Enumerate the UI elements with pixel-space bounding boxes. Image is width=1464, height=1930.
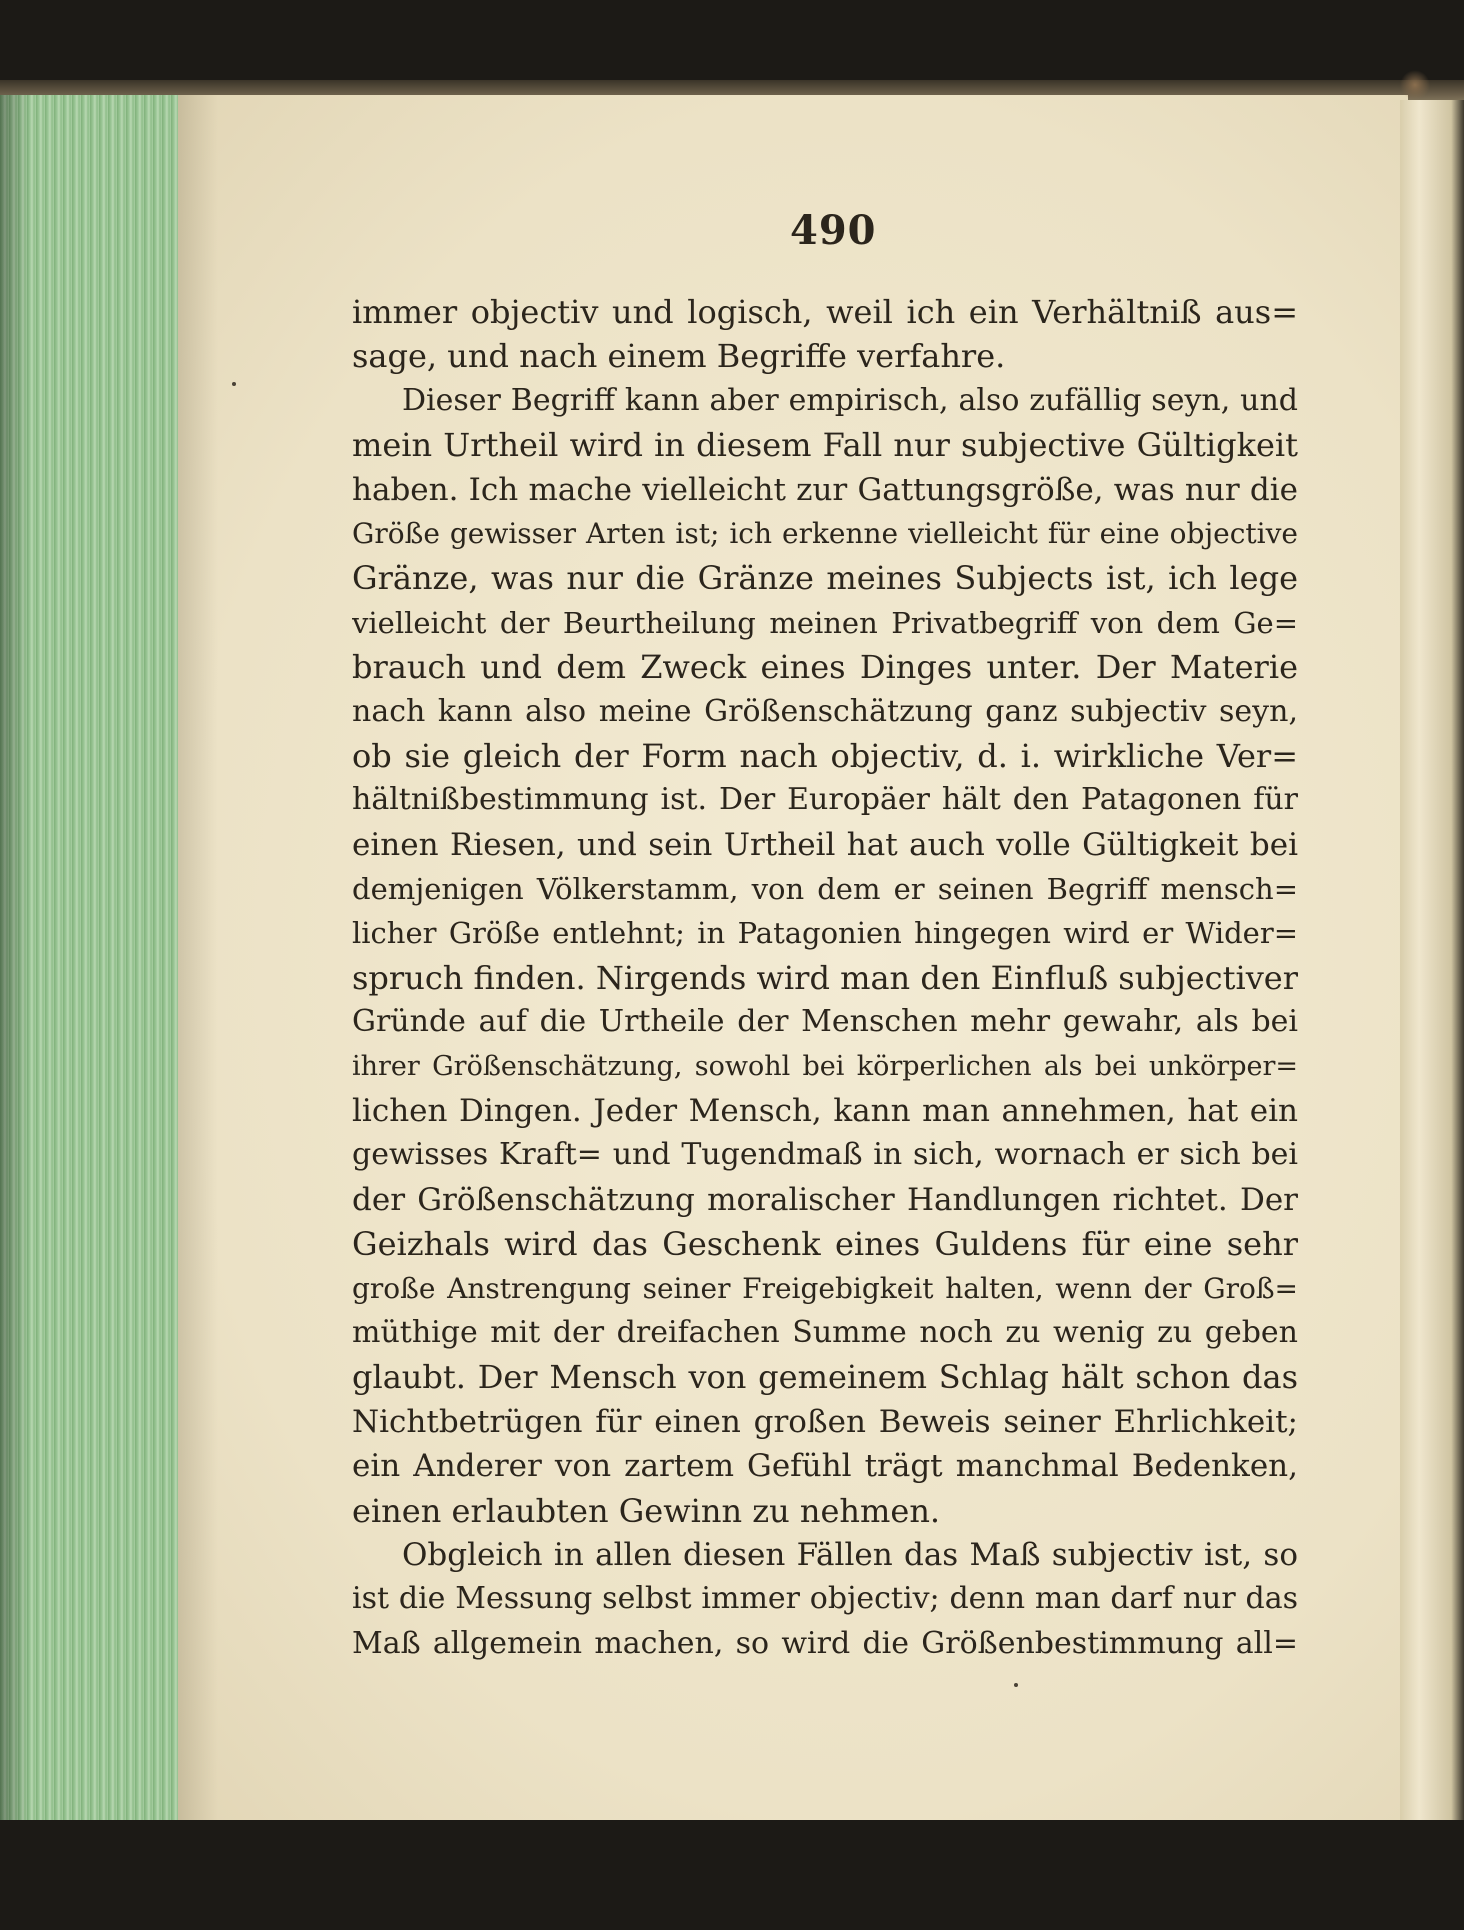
text-line: Geizhals wird das Geschenk eines Guldens für eine sehr — [352, 1225, 1298, 1264]
text-line: brauch und dem Zweck eines Dinges unter. Der Materie — [352, 648, 1298, 687]
text-line: hältnißbestimmung ist. Der Europäer hält den Patagonen für — [352, 782, 1298, 818]
text-line: vielleicht der Beurtheilung meinen Privatbegriff von dem Ge= — [352, 605, 1298, 640]
page-number: 490 — [790, 207, 877, 254]
text-line: ob sie gleich der Form nach objectiv, d. i. wirkliche Ver= — [352, 736, 1298, 775]
page-gutter — [178, 95, 218, 1820]
text-line: glaubt. Der Mensch von gemeinem Schlag hält schon das — [352, 1358, 1298, 1397]
text-line: spruch finden. Nirgends wird man den Einfluß subjectiver — [352, 958, 1298, 997]
text-line: gewisses Kraft= und Tugendmaß in sich, wornach er sich bei — [352, 1137, 1298, 1173]
text-line: licher Größe entlehnt; in Patagonien hingegen wird er Wider= — [352, 916, 1298, 951]
body-text — [352, 290, 1298, 1666]
text-line: einen Riesen, und sein Urtheil hat auch volle Gültigkeit bei — [352, 826, 1298, 863]
book-bottom-edge — [0, 1820, 1464, 1930]
page-stack-shadow — [0, 95, 30, 1840]
text-line: Nichtbetrügen für einen großen Beweis seiner Ehrlichkeit; — [352, 1403, 1298, 1440]
text-line: nach kann also meine Größenschätzung ganz subjectiv seyn, — [352, 693, 1298, 729]
next-page-edge — [1400, 100, 1464, 1860]
text-line: Dieser Begriff kann aber empirisch, also zufällig seyn, und — [402, 382, 1298, 418]
text-line: Obgleich in allen diesen Fällen das Maß subjectiv ist, so — [402, 1536, 1298, 1573]
text-line: demjenigen Völkerstamm, von dem er seinen Begriff mensch= — [352, 872, 1298, 907]
text-line: einen erlaubten Gewinn zu nehmen. — [352, 1491, 941, 1530]
text-line: mein Urtheil wird in diesem Fall nur subjective Gültigkeit — [352, 426, 1298, 465]
page-speck — [232, 382, 236, 386]
text-line: immer objectiv und logisch, weil ich ein Verhältniß aus= — [352, 293, 1298, 331]
text-line: lichen Dingen. Jeder Mensch, kann man annehmen, hat ein — [352, 1093, 1298, 1130]
page-speck — [1014, 1683, 1018, 1687]
text-line: große Anstrengung seiner Freigebigkeit halten, wenn der Groß= — [352, 1271, 1298, 1305]
text-line: Gränze, was nur die Gränze meines Subjects ist, ich lege — [352, 559, 1298, 598]
text-line: müthige mit der dreifachen Summe noch zu wenig zu geben — [352, 1314, 1298, 1350]
page-stain — [1400, 70, 1430, 100]
text-line: Gründe auf die Urtheile der Menschen mehr gewahr, als bei — [352, 1004, 1298, 1040]
text-line: Maß allgemein machen, so wird die Größenbestimmung all= — [352, 1625, 1298, 1661]
text-line: Größe gewisser Arten ist; ich erkenne vielleicht für eine objective — [352, 516, 1298, 550]
text-line: haben. Ich mache vielleicht zur Gattungsgröße, was nur die — [352, 471, 1298, 508]
text-line: ist die Messung selbst immer objectiv; denn man darf nur das — [352, 1581, 1298, 1617]
text-line: ein Anderer von zartem Gefühl trägt manchmal Bedenken, — [352, 1448, 1298, 1485]
text-line: ihrer Größenschätzung, sowohl bei körperlichen als bei unkörper= — [352, 1050, 1298, 1082]
text-line: der Größenschätzung moralischer Handlungen richtet. Der — [352, 1181, 1298, 1218]
text-line: sage, und nach einem Begriffe verfahre. — [352, 337, 1006, 376]
